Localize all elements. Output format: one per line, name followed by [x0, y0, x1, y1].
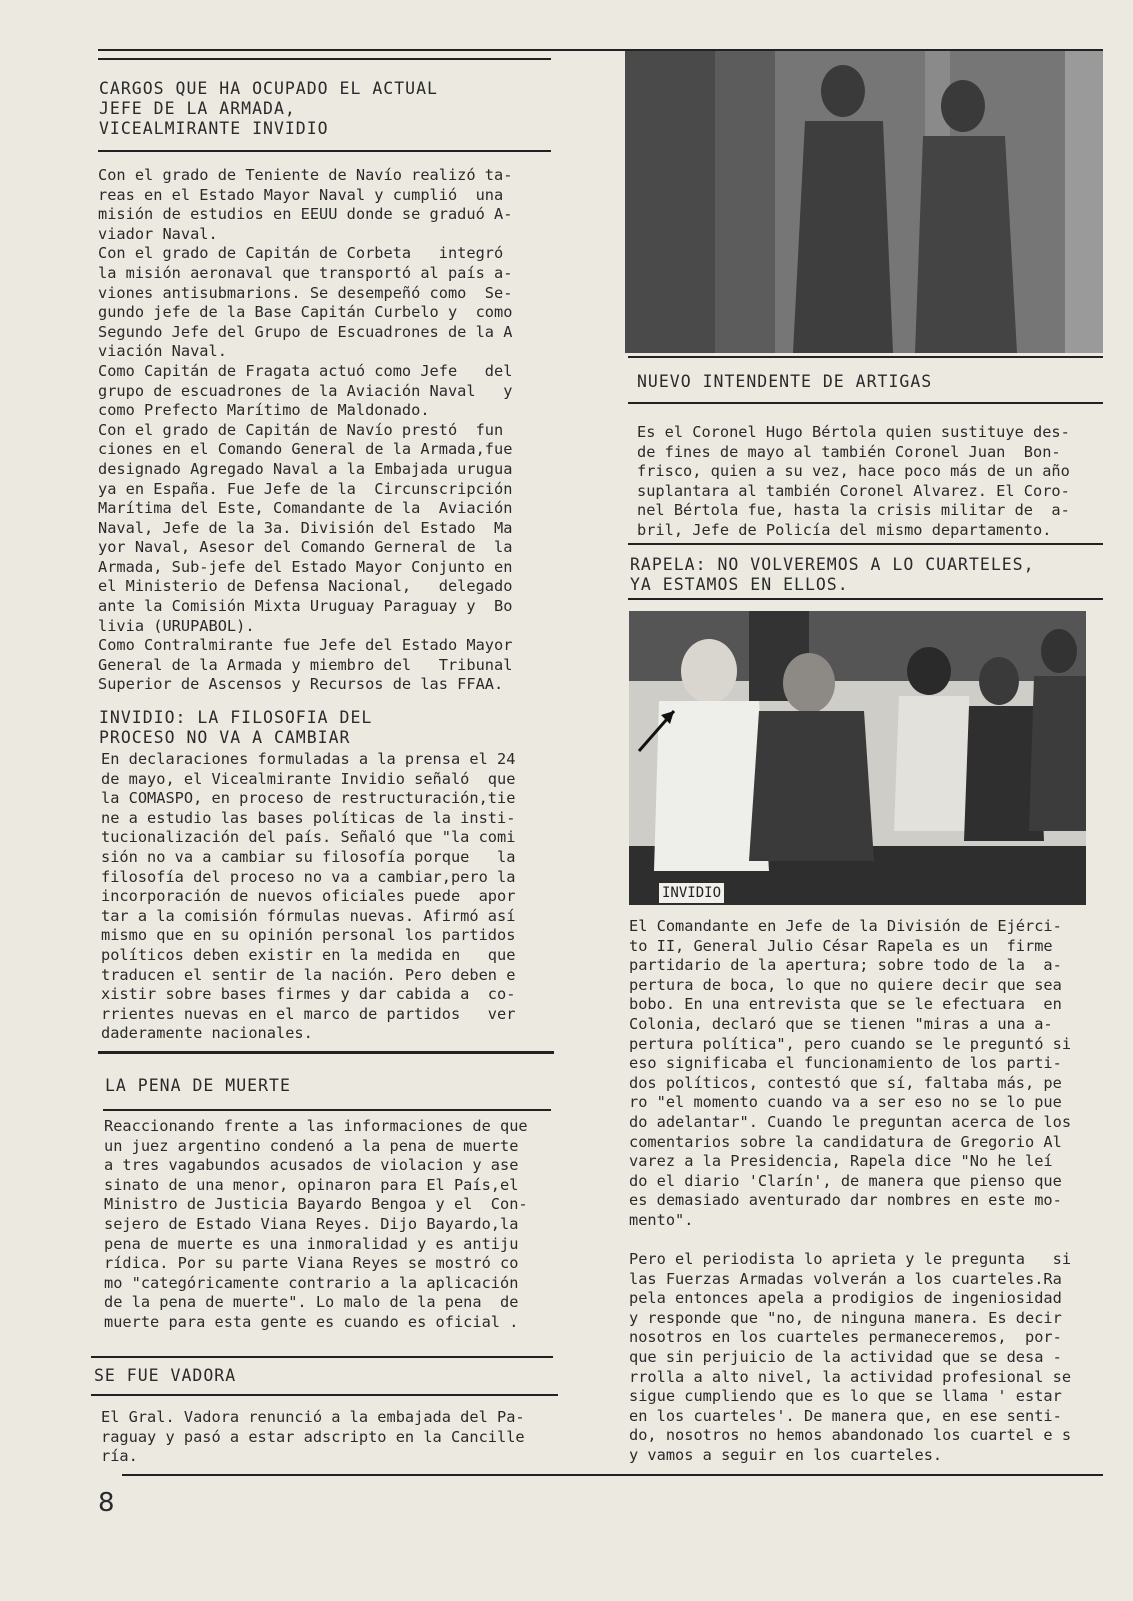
rule-right-after-rapela-head [628, 598, 1103, 600]
invidio-body: En declaraciones formuladas a la prensa el 24 de mayo, el Vicealmirante Invidio señaló que la COMASPO, en proceso de restructuración,tie ne a estudio las bases políticas de la insti- tucionalización del país. Señaló que "la comi sión no va a cambiar su filosofía porque la filosofía del proceso no va a cambiar,pero la incorporación de nuevos oficiales puede apor tar a la comisión fórmulas nuevas. Afirmó así mismo que en su opinión personal los partidos políticos deben existir en la medida en que traducen el sentir de la nación. Pero deben e xistir sobre bases firmes y dar cabida a co- rrientes nuevas en el marco de partidos ver daderamente nacionales. [101, 750, 516, 1043]
officers-photo [625, 51, 1103, 353]
invidio-photo-graphic [629, 611, 1086, 905]
cargos-body: Con el grado de Teniente de Navío realizó ta- reas en el Estado Mayor Naval y cumplió una misión de estudios en EEUU donde se graduó A- viador Naval. Con el grado de Capitán de Corbeta integró la misión aeronaval que transportó al país a- viones antisubmarions. Se desempeñó como Se- gundo jefe de la Base Capitán Curbelo y como Segundo Jefe del Grupo de Escuadrones de la A viación Naval. Como Capitán de Fragata actuó como Jefe del grupo de escuadrones de la Aviación Naval y como Prefecto Marítimo de Maldonado. Con el grado de Capitán de Navío prestó fun ciones en el Comando General de la Armada,fue designado Agregado Naval a la Embajada urugua ya en España. Fue Jefe de la Circunscripción Marítima del Este, Comandante de la Aviación Naval, Jefe de la 3a. División del Estado Ma yor Naval, Asesor del Comando Gerneral de la Armada, Sub-jefe del Estado Mayor Conjunto en el Ministerio de Defensa Nacional, delegado ante la Comisión Mixta Uruguay Paraguay y Bo livia (URUPABOL). Como Contralmirante fue Jefe del Estado Mayor General de la Armada y miembro del Tribunal Superior de Ascensos y Recursos de las FFAA. [98, 166, 513, 694]
rule-left-top [98, 58, 551, 60]
rule-left-after-pena-head [103, 1109, 551, 1111]
rule-right-under-photo [628, 356, 1103, 358]
pena-header: LA PENA DE MUERTE [105, 1076, 291, 1095]
cargos-header: CARGOS QUE HA OCUPADO EL ACTUAL JEFE DE LA ARMADA, VICEALMIRANTE INVIDIO [99, 79, 438, 138]
vadora-header: SE FUE VADORA [94, 1366, 237, 1385]
pena-body: Reaccionando frente a las informaciones de que un juez argentino condenó a la pena de muerte a tres vagabundos acusados de violacion y ase sinato de una menor, opinaron para El País,el Ministro de Justicia Bayardo Bengoa y el Con- sejero de Estado Viana Reyes. Dijo Bayardo,la pena de muerte es una inmoralidad y es antiju rídica. Por su parte Viana Reyes se mostró co mo "categóricamente contrario a la aplicación de la pena de muerte". Lo malo de la pena de muerte para esta gente es cuando es oficial . [104, 1117, 528, 1331]
rule-right-after-intendente [628, 543, 1103, 545]
rapela-header: RAPELA: NO VOLVEREMOS A LO CUARTELES, YA ESTAMOS EN ELLOS. [630, 555, 1035, 594]
rule-left-after-vadora-head [91, 1394, 558, 1396]
rule-left-after-header1 [98, 150, 551, 152]
bottom-rule [122, 1474, 1103, 1476]
rule-left-after-invidio [98, 1051, 554, 1054]
invidio-photo [629, 611, 1086, 905]
rapela-body-cont: Pero el periodista lo aprieta y le pregunta si las Fuerzas Armadas volverán a los cuarteles.Ra pela entonces apela a prodigios de ingeniosidad y responde que "no, de ninguna manera. Es decir nosotros en los cuarteles permaneceremos, por- que sin perjuicio de la actividad que se desa - rrolla a alto nivel, la actividad profesional se sigue cumpliendo que es lo que se llama ' estar en los cuarteles'. De manera que, en ese senti- do, nosotros no hemos abandonado los cuartel e s y vamos a seguir en los cuarteles. [629, 1250, 1072, 1464]
officers-photo-graphic [625, 51, 1103, 353]
rule-right-after-intendente-head [628, 402, 1103, 404]
intendente-body: Es el Coronel Hugo Bértola quien sustituye des- de fines de mayo al también Coronel Juan Bon- frisco, quien a su vez, hace poco más de un año suplantara al también Coronel Alvarez. El Coro- nel Bértola fue, hasta la crisis militar de a- bril, Jefe de Policía del mismo departamento. [637, 423, 1070, 539]
page-number: 8 [98, 1488, 115, 1518]
vadora-body: El Gral. Vadora renunció a la embajada del Pa- raguay y pasó a estar adscripto en la Cancille ría. [101, 1408, 525, 1466]
invidio-photo-caption: INVIDIO [659, 883, 724, 903]
rule-left-after-pena [91, 1356, 553, 1358]
rapela-body: El Comandante en Jefe de la División de Ejérci- to II, General Julio César Rapela es un firme partidario de la apertura; sobre todo de la a- pertura de boca, lo que no quiere decir que sea bobo. En una entrevista que se le efectuara en Colonia, declaró que se tienen "miras a una a- pertura política", pero cuando se le preguntó si eso significaba el funcionamiento de los parti- dos políticos, contestó que sí, faltaba más, pe ro "el momento cuando va a ser eso no se lo pue do adelantar". Cuando le preguntan acerca de los comentarios sobre la candidatura de Gregorio Al varez a la Presidencia, Rapela dice "No he leí do el diario 'Clarín', de manera que pienso que es demasiado aventurado dar nombres en este mo- mento". [629, 917, 1072, 1229]
invidio-header: INVIDIO: LA FILOSOFIA DEL PROCESO NO VA A CAMBIAR [99, 708, 373, 747]
intendente-header: NUEVO INTENDENTE DE ARTIGAS [637, 372, 933, 391]
